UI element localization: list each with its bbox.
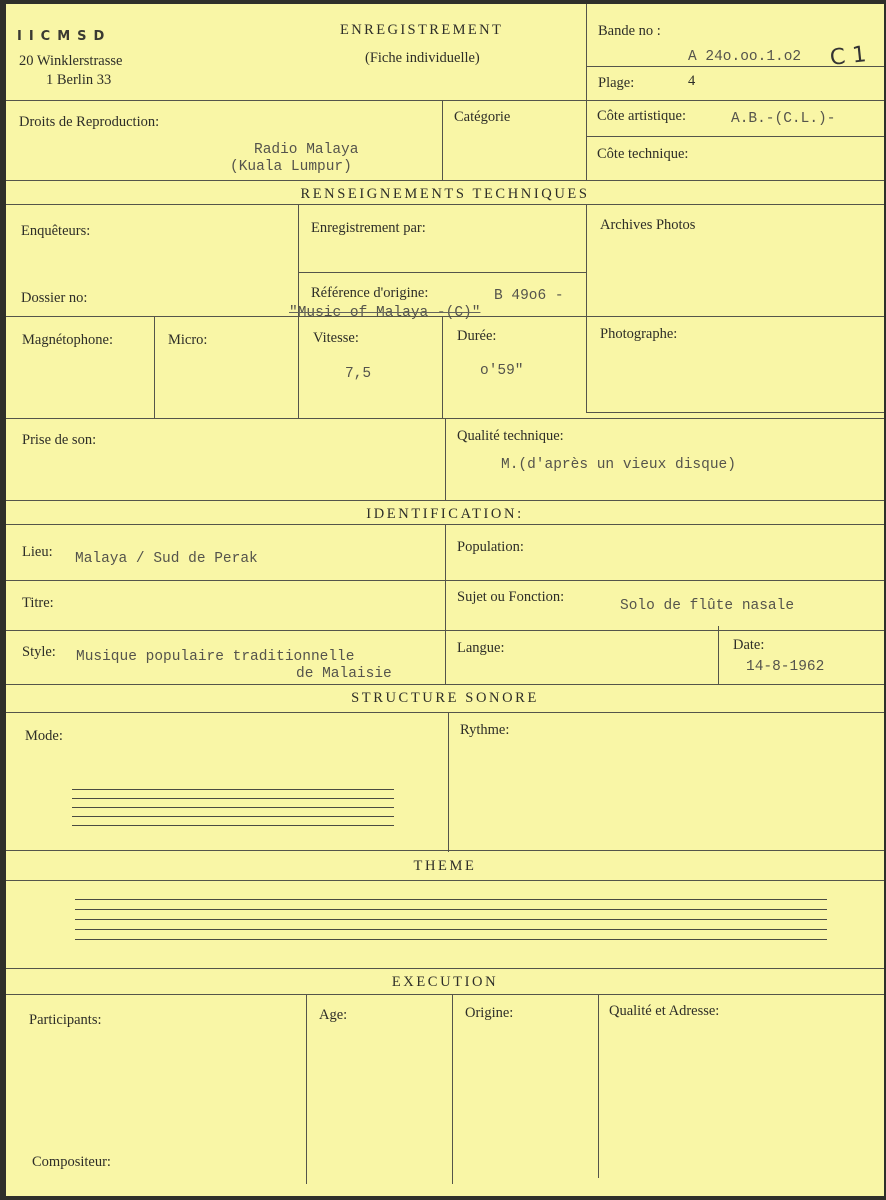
divider [6, 850, 884, 851]
divider [6, 180, 884, 181]
duree-value: o'59" [480, 363, 524, 379]
qualite-adresse-label: Qualité et Adresse: [609, 1003, 720, 1019]
date-label: Date: [733, 637, 765, 653]
divider [6, 580, 884, 581]
style-value-line1: Musique populaire traditionnelle [76, 649, 355, 665]
section-title-theme: THEME [413, 858, 477, 874]
age-label: Age: [319, 1007, 348, 1023]
qualite-technique-label: Qualité technique: [457, 428, 564, 444]
sujet-label: Sujet ou Fonction: [457, 589, 565, 605]
form-subtitle: (Fiche individuelle) [365, 50, 480, 66]
qualite-technique-value: M.(d'après un vieux disque) [501, 457, 736, 473]
divider [306, 994, 307, 1184]
reference-value-title: "Music of Malaya -(C)" [289, 305, 481, 321]
divider [6, 204, 884, 205]
section-title-techniques: RENSEIGNEMENTS TECHNIQUES [300, 186, 590, 202]
divider [442, 316, 443, 418]
langue-label: Langue: [457, 640, 505, 656]
prise-de-son-label: Prise de son: [22, 432, 97, 448]
population-label: Population: [457, 539, 524, 555]
divider [154, 316, 155, 418]
categorie-label: Catégorie [454, 109, 511, 125]
sujet-value: Solo de flûte nasale [620, 598, 795, 614]
archives-photos-label: Archives Photos [600, 217, 696, 233]
divider [586, 412, 884, 413]
address-city: 1 Berlin 33 [46, 72, 112, 88]
cote-technique-label: Côte technique: [597, 146, 689, 162]
divider [598, 994, 599, 1178]
droits-value-line2: (Kuala Lumpur) [230, 159, 352, 175]
divider [6, 684, 884, 685]
divider [298, 272, 586, 273]
bande-label: Bande no : [598, 23, 661, 39]
divider [445, 418, 446, 500]
form-title: ENREGISTREMENT [340, 22, 504, 38]
divider [586, 4, 587, 180]
cote-artistique-value: A.B.-(C.L.)- [731, 111, 836, 127]
divider [6, 630, 884, 631]
date-value: 14-8-1962 [746, 659, 825, 675]
enregistrement-par-label: Enregistrement par: [311, 220, 426, 236]
recording-card [6, 4, 884, 1196]
droits-label: Droits de Reproduction: [19, 114, 160, 130]
titre-label: Titre: [22, 595, 54, 611]
divider [718, 626, 719, 684]
section-title-identification: IDENTIFICATION: [366, 506, 524, 522]
org-logo: IICMSD [17, 29, 112, 44]
plage-value: 4 [688, 73, 696, 89]
compositeur-label: Compositeur: [32, 1154, 111, 1170]
divider [442, 100, 443, 180]
plage-label: Plage: [598, 75, 635, 91]
vitesse-value: 7,5 [345, 366, 372, 382]
divider [6, 994, 884, 995]
reference-value: B 49o6 - [494, 288, 564, 304]
section-title-structure: STRUCTURE SONORE [351, 690, 539, 706]
droits-value-line1: Radio Malaya [254, 142, 359, 158]
lieu-label: Lieu: [22, 544, 53, 560]
bande-handwritten-mark: C 1 [828, 42, 868, 71]
cote-artistique-label: Côte artistique: [597, 108, 686, 124]
divider [6, 100, 884, 101]
divider [6, 500, 884, 501]
divider [6, 712, 884, 713]
magnetophone-label: Magnétophone: [22, 332, 114, 348]
style-label: Style: [22, 644, 56, 660]
divider [452, 994, 453, 1184]
rythme-label: Rythme: [460, 722, 510, 738]
divider [586, 136, 884, 137]
divider [448, 712, 449, 852]
mode-label: Mode: [25, 728, 63, 744]
vitesse-label: Vitesse: [313, 330, 359, 346]
enqueteurs-label: Enquêteurs: [21, 223, 91, 239]
reference-label: Référence d'origine: [311, 285, 429, 301]
style-value-line2: de Malaisie [296, 666, 392, 682]
divider [6, 880, 884, 881]
divider [445, 524, 446, 684]
participants-label: Participants: [29, 1012, 102, 1028]
duree-label: Durée: [457, 328, 497, 344]
lieu-value: Malaya / Sud de Perak [75, 551, 258, 567]
section-title-execution: EXECUTION [391, 974, 499, 990]
micro-label: Micro: [168, 332, 208, 348]
dossier-label: Dossier no: [21, 290, 88, 306]
photographe-label: Photographe: [600, 326, 678, 342]
address-street: 20 Winklerstrasse [19, 53, 123, 69]
divider [6, 968, 884, 969]
origine-label: Origine: [465, 1005, 514, 1021]
divider [586, 204, 587, 412]
bande-value: A 24o.oo.1.o2 [688, 49, 802, 65]
